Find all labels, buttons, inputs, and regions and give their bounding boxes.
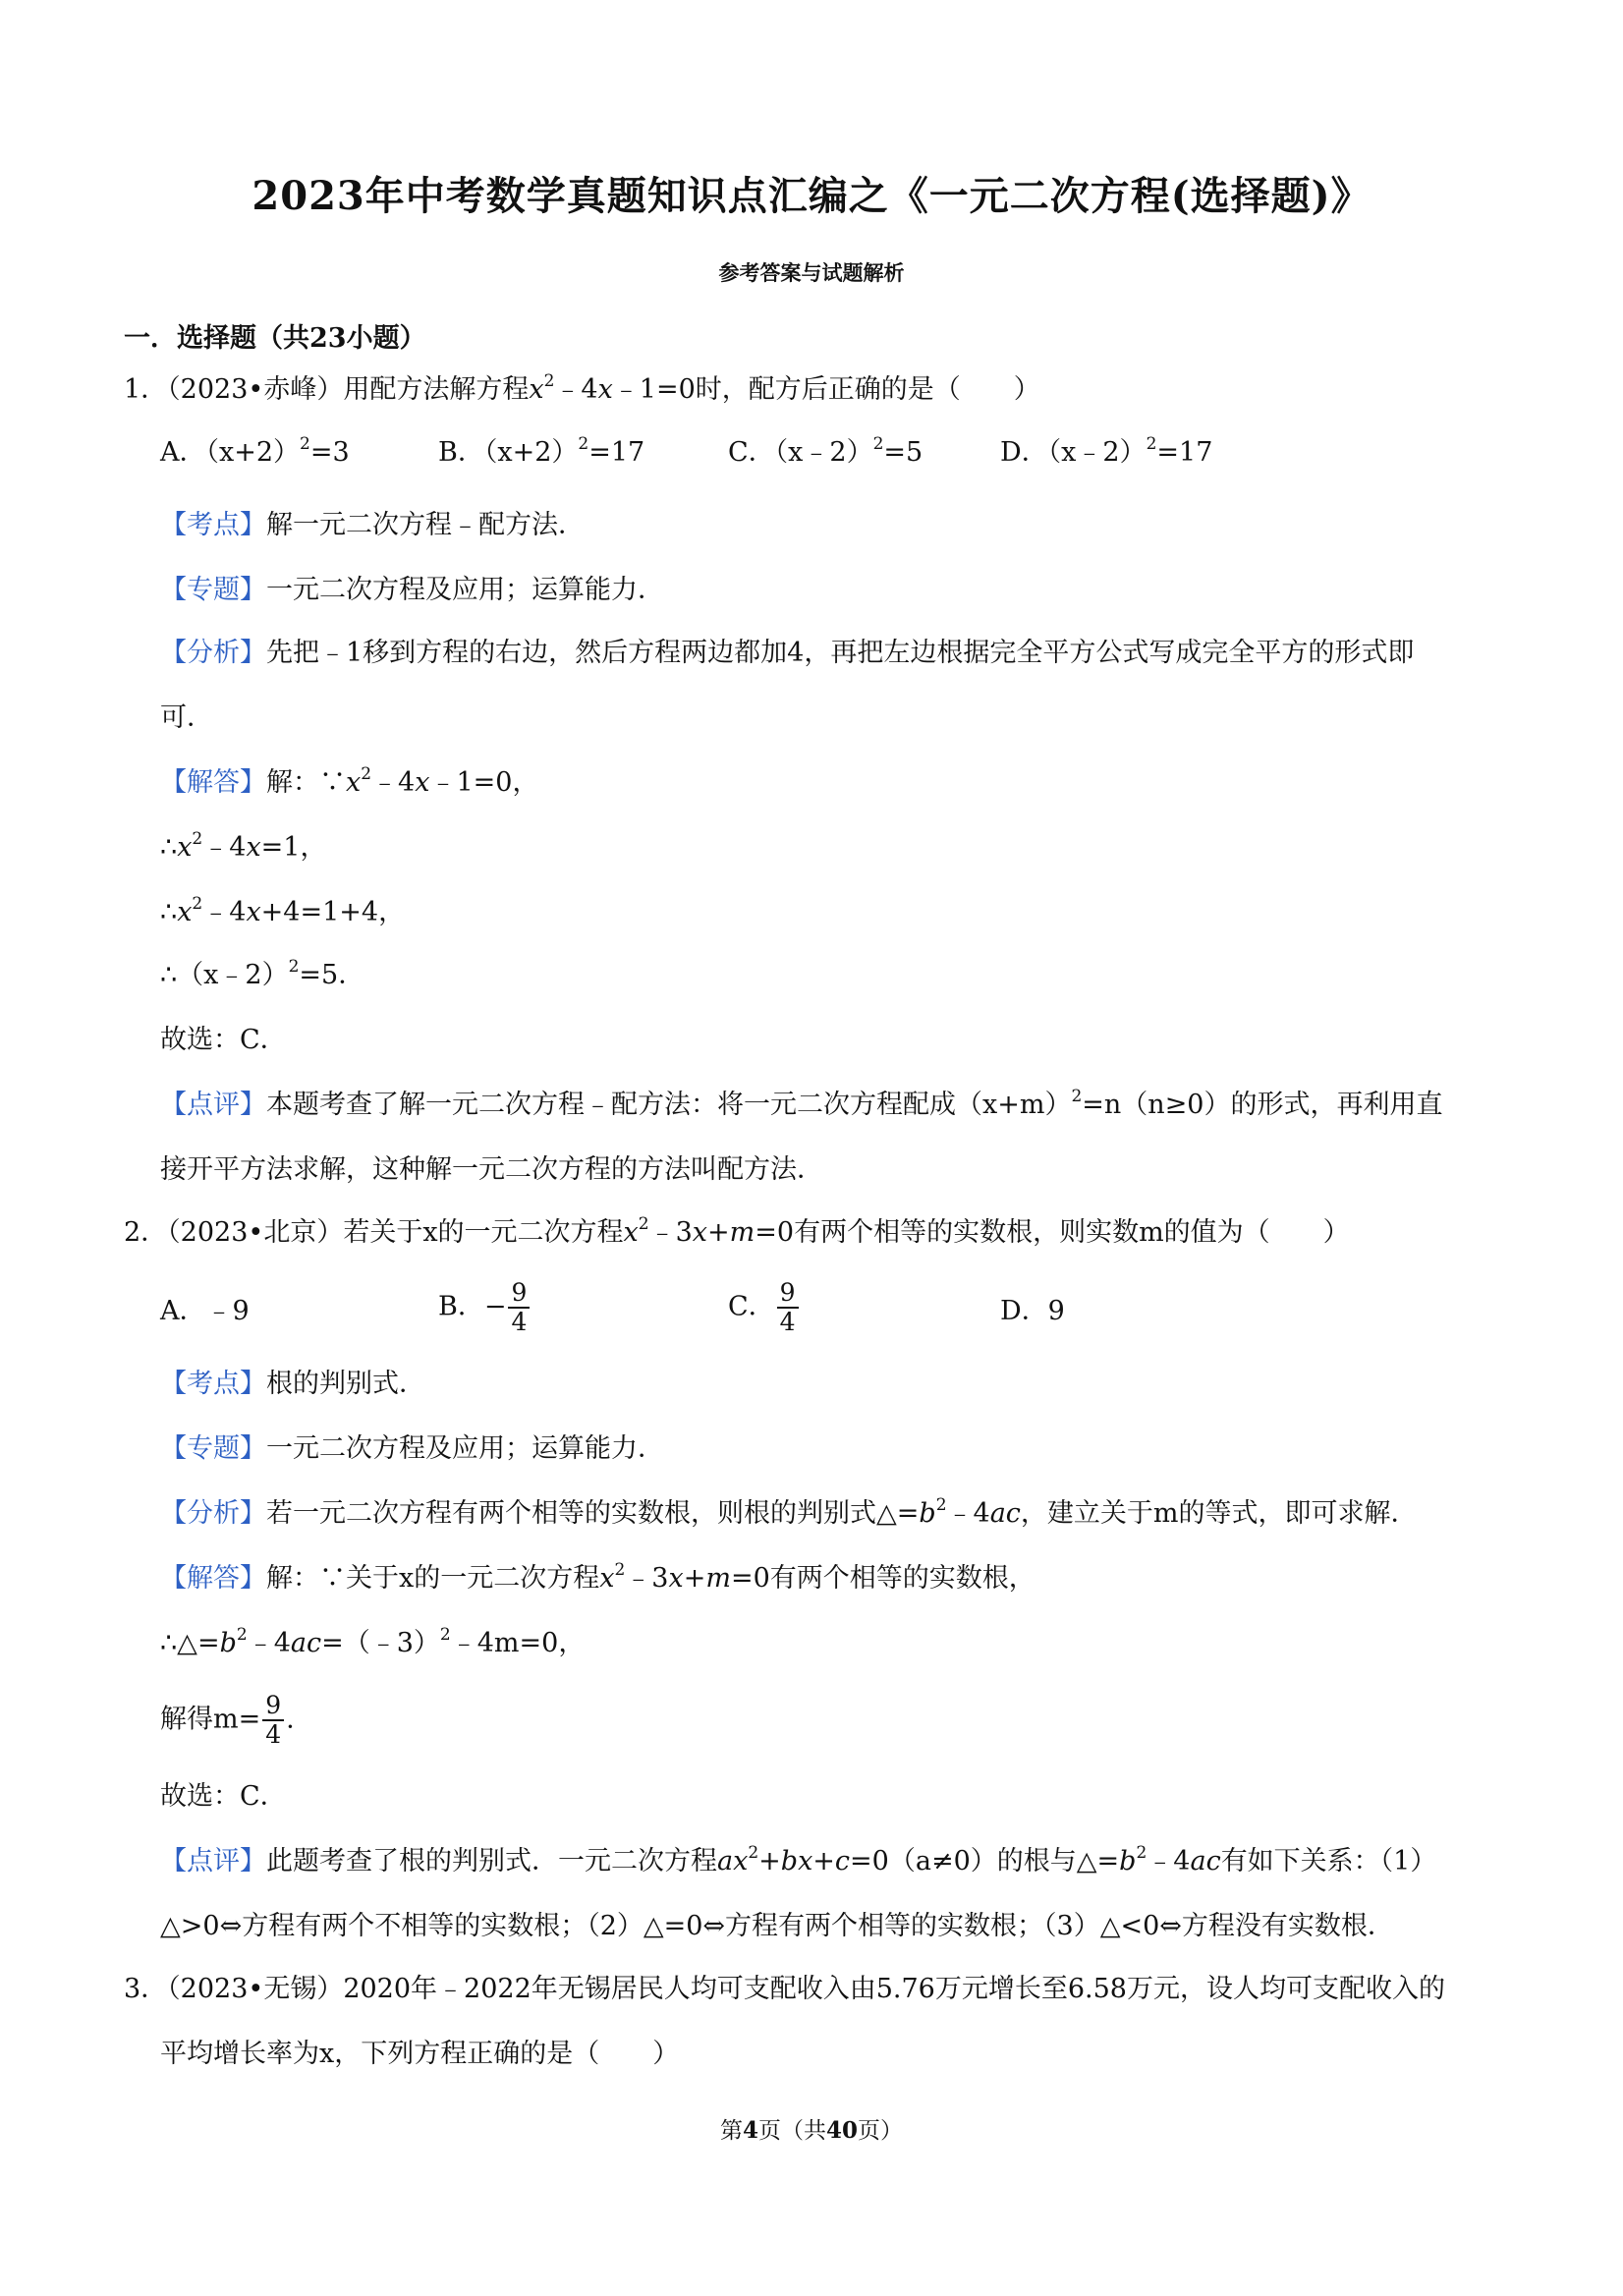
q2-dianping-cont: △>0⇔方程有两个不相等的实数根；（2）△=0⇔方程有两个相等的实数根；（3）△<0⇔方程没有实数根． [160,1911,1394,1941]
q2-dianping: 【点评】此题考查了根的判别式．一元二次方程$ax^2+bx+c=0(a\ne 0)$的根与$\triangle=b^2﹣4ac$有如下关系：（1） [160,1843,1437,1876]
q1-kaodian: 【考点】解一元二次方程﹣配方法． [160,510,585,540]
q1-step-2: $\therefore x^2﹣4x=1$， [160,829,327,863]
q2-kaodian: 【考点】根的判别式． [160,1369,425,1399]
q2-answer: 故选：C． [160,1781,287,1812]
q1-option-d: D．（x﹣2）$^2$=17 [1000,434,1213,468]
section-heading: 一．选择题（共23小题） [124,323,426,354]
q2-zhuanti: 【专题】一元二次方程及应用；运算能力． [160,1433,664,1464]
q2-option-a: A．﹣9 [160,1296,250,1326]
q1-stem: 1．（2023•赤峰）用配方法解方程$x^2﹣4x﹣1=0$时，配方后正确的是（ ） [124,371,1040,405]
q1-option-b: B．$(x+2)^2=17$ [438,434,645,468]
q2-stem: 2．（2023•北京）若关于x的一元二次方程$x^2﹣3x+m=0$有两个相等的实数根，则实数m的值为（ ） [124,1214,1350,1248]
q1-zhuanti: 【专题】一元二次方程及应用；运算能力． [160,575,664,605]
q2-step-3: 解得m= $\frac{9}{4}$ . [160,1691,295,1749]
q2-option-c: C． $\frac{9}{4}$ [728,1279,801,1336]
q1-dianping-cont: 接开平方法求解，这种解一元二次方程的方法叫配方法． [160,1154,823,1185]
page-footer: 第4页（共40页） [719,2117,904,2144]
q2-jieda: 【解答】解：∵关于x的一元二次方程$x^2﹣3x+m=0$有两个相等的实数根， [160,1560,1035,1594]
q2-option-d: D．9 [1000,1296,1065,1326]
q1-option-a: A．$(x+2)^2=3$ [160,434,350,468]
q1-option-c: C．（x﹣2）$^2$=5 [728,434,923,468]
q1-dianping: 【点评】本题考查了解一元二次方程﹣配方法：将一元二次方程配成$(x+m)^2=n(n\ge 0)$的形式，再利用直 [160,1087,1443,1120]
q2-option-b: B．− $\frac{9}{4}$ [438,1279,532,1336]
q1-fenxi: 【分析】先把﹣1移到方程的右边，然后方程两边都加4，再把左边根据完全平方公式写成完全平方的形式即 [160,638,1415,668]
q1-answer: 故选：C． [160,1025,287,1055]
q3-stem-cont: 平均增长率为x，下列方程正确的是（ ） [160,2039,680,2069]
q3-stem: 3．（2023•无锡）2020年﹣2022年无锡居民人均可支配收入由5.76万元增长至6.58万元，设人均可支配收入的 [124,1974,1445,2004]
q2-fenxi: 【分析】若一元二次方程有两个相等的实数根，则根的判别式$\triangle=b^2﹣4ac$，建立关于m的等式，即可求解． [160,1495,1418,1529]
q1-step-3: $\therefore x^2﹣4x+4=1+4$， [160,894,406,927]
q1-fenxi-cont: 可． [160,702,213,733]
q1-step-4: ∴（x﹣2）$^2$=5． [160,957,365,990]
document-title: 2023年中考数学真题知识点汇编之《一元二次方程(选择题)》 [252,173,1371,219]
q1-jieda: 【解答】解：$\because x^2﹣4x﹣1=0$， [160,764,539,798]
document-subtitle: 参考答案与试题解析 [718,260,905,285]
q2-step-2: $\therefore\triangle=b^2﹣4ac=(﹣3)^2﹣4m=0$， [160,1625,586,1658]
